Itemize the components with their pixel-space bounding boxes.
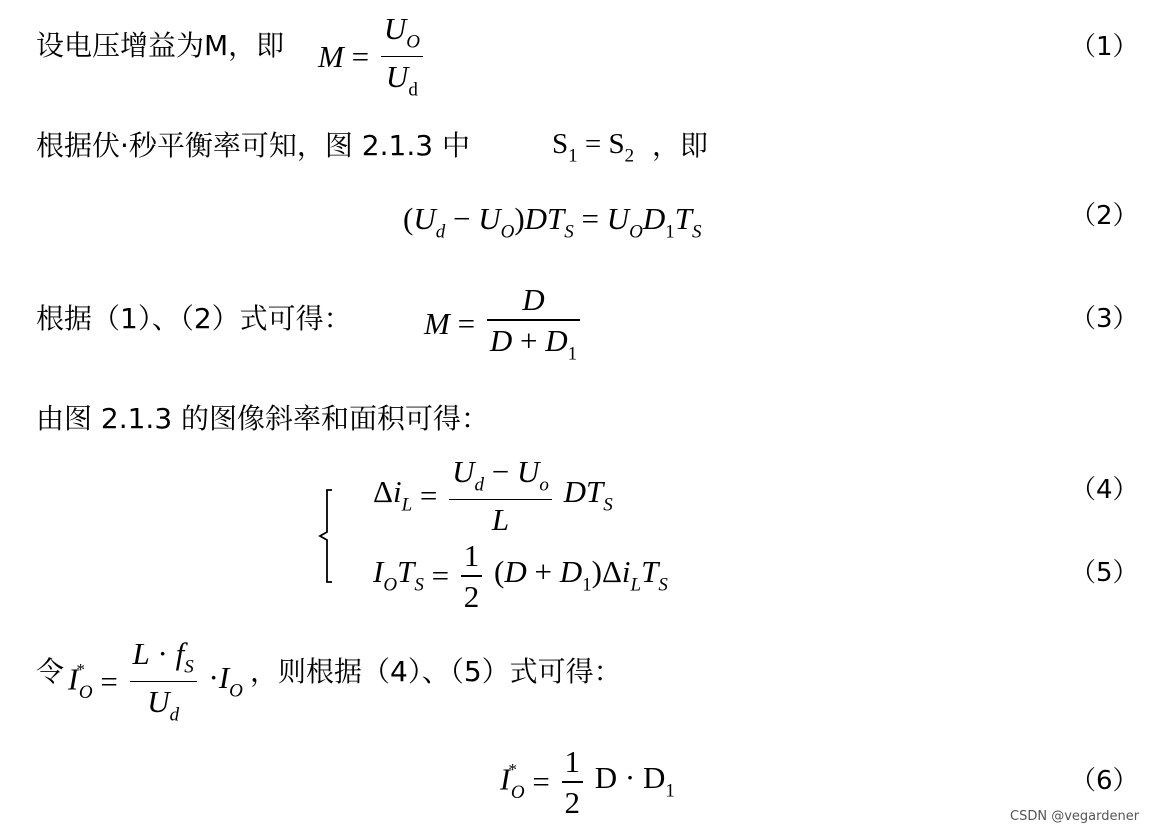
left-brace-icon — [318, 488, 334, 584]
text-line-5a: 令 — [36, 655, 65, 688]
text-line-2a: 根据伏·秒平衡率可知，图 2.1.3 中 — [36, 129, 470, 162]
equation-3: M = $\frac{D}{D + D_1}$ — [424, 284, 584, 363]
equation-number-1: （1） — [1070, 32, 1139, 62]
text-line-4: 由图 2.1.3 的图像斜率和面积可得： — [36, 402, 490, 435]
equation-2: $(U_d - U_O)DT_S = U_OD_1T_S$ — [403, 201, 702, 243]
watermark: CSDN @vegardener — [1010, 809, 1140, 824]
text-line-2b: ，即 — [652, 129, 709, 162]
equation-number-6: （6） — [1070, 766, 1139, 796]
equation-1: M = $\frac{U_O}{U_d}$ — [318, 13, 427, 100]
equation-4: $\Delta i_L$ = $\frac{U_d - U_o}{L}$ $DT_S$ — [373, 454, 613, 538]
equation-number-5: （5） — [1070, 558, 1139, 588]
equation-6: $I^*_O$ = $\frac{1}{2}$ $D \cdot D_1$ — [500, 744, 675, 820]
equation-io-star: $I^*_O$ = $\frac{L \cdot f_S}{U_d}$ $\cdot I_O$ — [68, 636, 243, 726]
equation-number-4: （4） — [1070, 475, 1139, 505]
equation-5: $I_OT_S$ = $\frac{1}{2}$ $(D + D_1)\Delta i_LT_S$ — [373, 538, 668, 614]
equation-number-3: （3） — [1070, 304, 1139, 334]
text-line-3: 根据（1）、（2）式可得： — [36, 302, 352, 335]
equation-number-2: （2） — [1070, 201, 1139, 231]
equation-s1-s2: $S_1 = S_2$ — [552, 128, 635, 167]
text-line-5b: ，则根据（4）、（5）式可得： — [250, 655, 622, 688]
text-line-1: 设电压增益为M，即 — [36, 29, 285, 62]
